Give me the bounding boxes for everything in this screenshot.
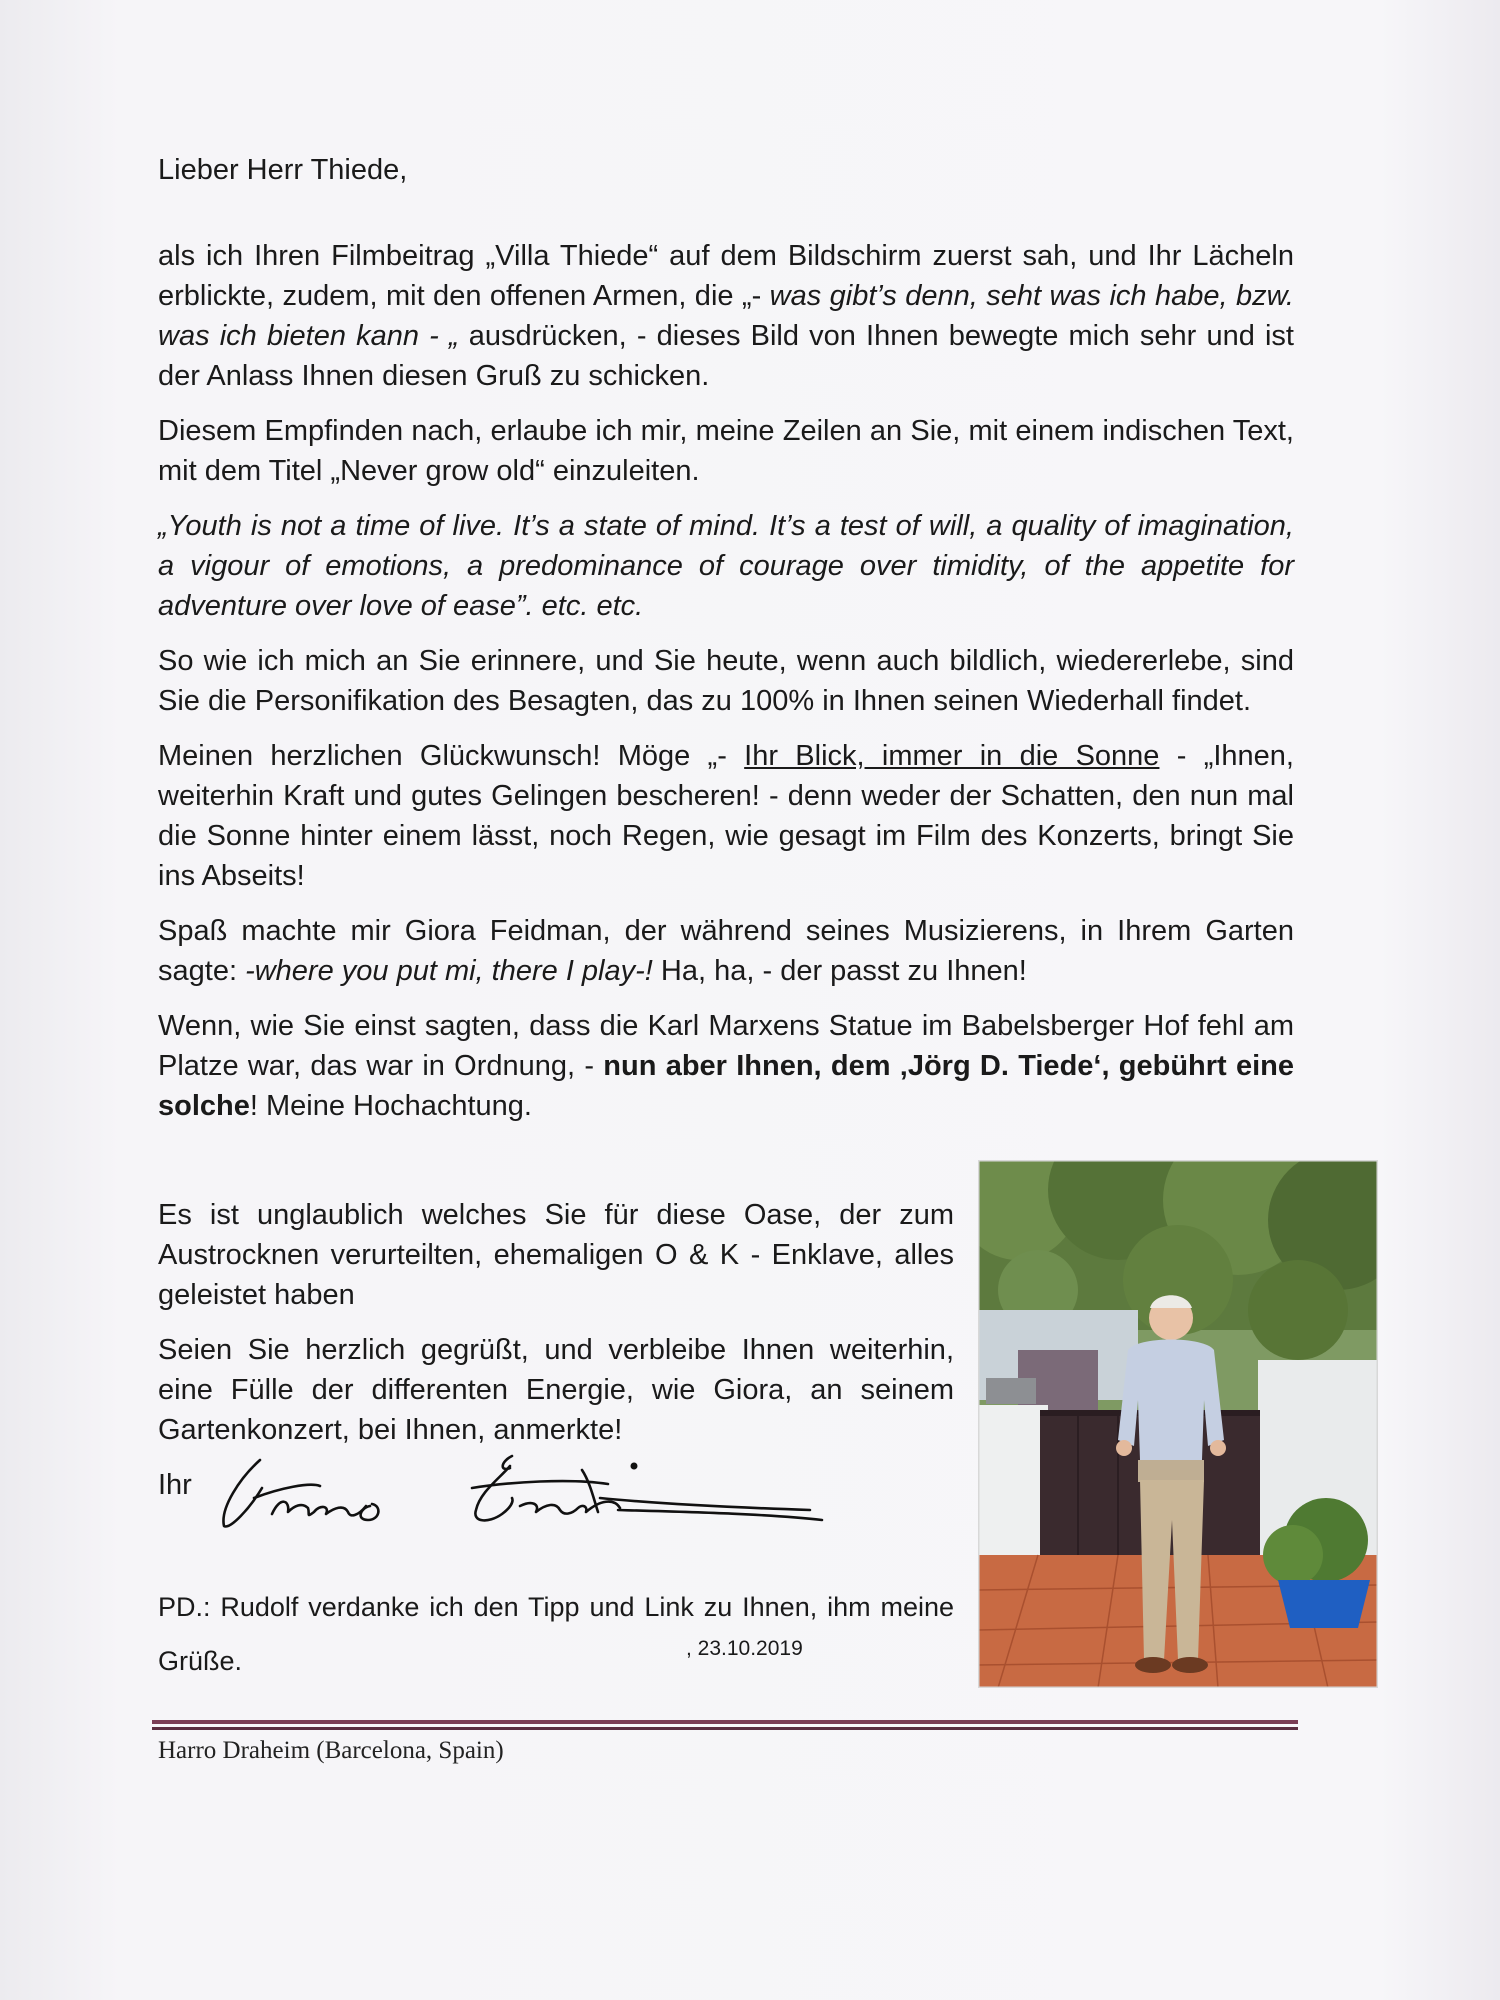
p5-underlined: Ihr Blick, immer in die Sonne	[744, 740, 1160, 772]
paragraph-7	[158, 1006, 1294, 1126]
footer-rule-bottom	[152, 1727, 1298, 1730]
p1-text-c: ausdrücken, - dieses Bild von Ihnen bewegte mich sehr und ist der Anlass Ihnen diesen Gruß zu schicken.	[158, 320, 1294, 392]
p1-text-a: als ich Ihren Filmbeitrag „Villa Thiede“ auf dem Bildschirm zuerst sah, und Ihr Lächeln erblickte, zudem, mit den offenen Armen, die „-	[158, 240, 1294, 312]
greeting: Lieber Herr Thiede,	[158, 154, 408, 186]
paragraph-8: Es ist unglaublich welches Sie für diese Oase, der zum Austrocknen verurteilten, ehemaligen O & K - Enklave, alles geleistet haben	[158, 1199, 954, 1311]
footer-sender: Harro Draheim (Barcelona, Spain)	[158, 1737, 504, 1764]
p7-text-c: ! Meine Hochachtung.	[249, 1090, 532, 1122]
handwritten-signature	[210, 1448, 990, 1538]
letter-date: , 23.10.2019	[686, 1637, 803, 1660]
p5-text-a: Meinen herzlichen Glückwunsch! Möge „-	[158, 740, 745, 772]
p7-text-a: Wenn, wie Sie einst sagten, dass die Karl Marxens Statue im Babelsberger Hof fehl am Platze war, das war in Ordnung, -	[158, 1010, 1294, 1082]
paragraph-6	[158, 911, 1294, 991]
paragraph-1	[158, 236, 1294, 396]
letter-body-lower	[158, 1195, 954, 1465]
closing: Ihr	[158, 1469, 192, 1501]
p6-quote: -where you put mi, there I play-!	[245, 955, 653, 987]
garden-photo-illustration	[978, 1160, 1378, 1688]
p6-text-a: Spaß machte mir Giora Feidman, der während seines Musizierens, in Ihrem Garten sagte:	[158, 915, 1294, 987]
paragraph-4: So wie ich mich an Sie erinnere, und Sie heute, wenn auch bildlich, wiedererlebe, sind Sie die Personifikation des Besagten, das zu 100% in Ihnen seinen Wiederhall findet.	[158, 645, 1294, 717]
p1-quote: was gibt’s denn, seht was ich habe, bzw. was ich bieten kann - „	[158, 280, 1294, 352]
p7-bold: nun aber Ihnen, dem ‚Jörg D. Tiede‘, gebührt eine solche	[158, 1050, 1295, 1122]
footer-rule-top	[152, 1720, 1298, 1724]
paragraph-5	[158, 736, 1294, 896]
p3-quote: „Youth is not a time of live. It’s a state of mind. It’s a test of will, a quality of imagination, a vigour of emotions, a predominance of courage over timidity, of the appetite for adventure over love of ease”. etc. etc.	[158, 510, 1294, 622]
paragraph-3-quote	[158, 506, 1294, 626]
p6-text-c: Ha, ha, - der passt zu Ihnen!	[652, 955, 1027, 987]
letter-body-upper	[158, 236, 1294, 1141]
paragraph-9: Seien Sie herzlich gegrüßt, und verbleibe Ihnen weiterhin, eine Fülle der differenten Energie, wie Giora, an seinem Gartenkonzert, bei Ihnen, anmerkte!	[158, 1334, 954, 1446]
p5-text-c: - „Ihnen, weiterhin Kraft und gutes Gelingen bescheren! - denn weder der Schatten, den nun mal die Sonne hinter einem lässt, noch Regen, wie gesagt im Film des Konzerts, bringt Sie ins Abseits!	[158, 740, 1294, 892]
portrait-photo	[978, 1160, 1378, 1688]
postscript-text: PD.: Rudolf verdanke ich den Tipp und Link zu Ihnen, ihm meine Grüße.	[158, 1592, 954, 1676]
postscript	[158, 1580, 954, 1688]
paragraph-2: Diesem Empfinden nach, erlaube ich mir, meine Zeilen an Sie, mit einem indischen Text, mit dem Titel „Never grow old“ einzuleiten.	[158, 415, 1294, 487]
